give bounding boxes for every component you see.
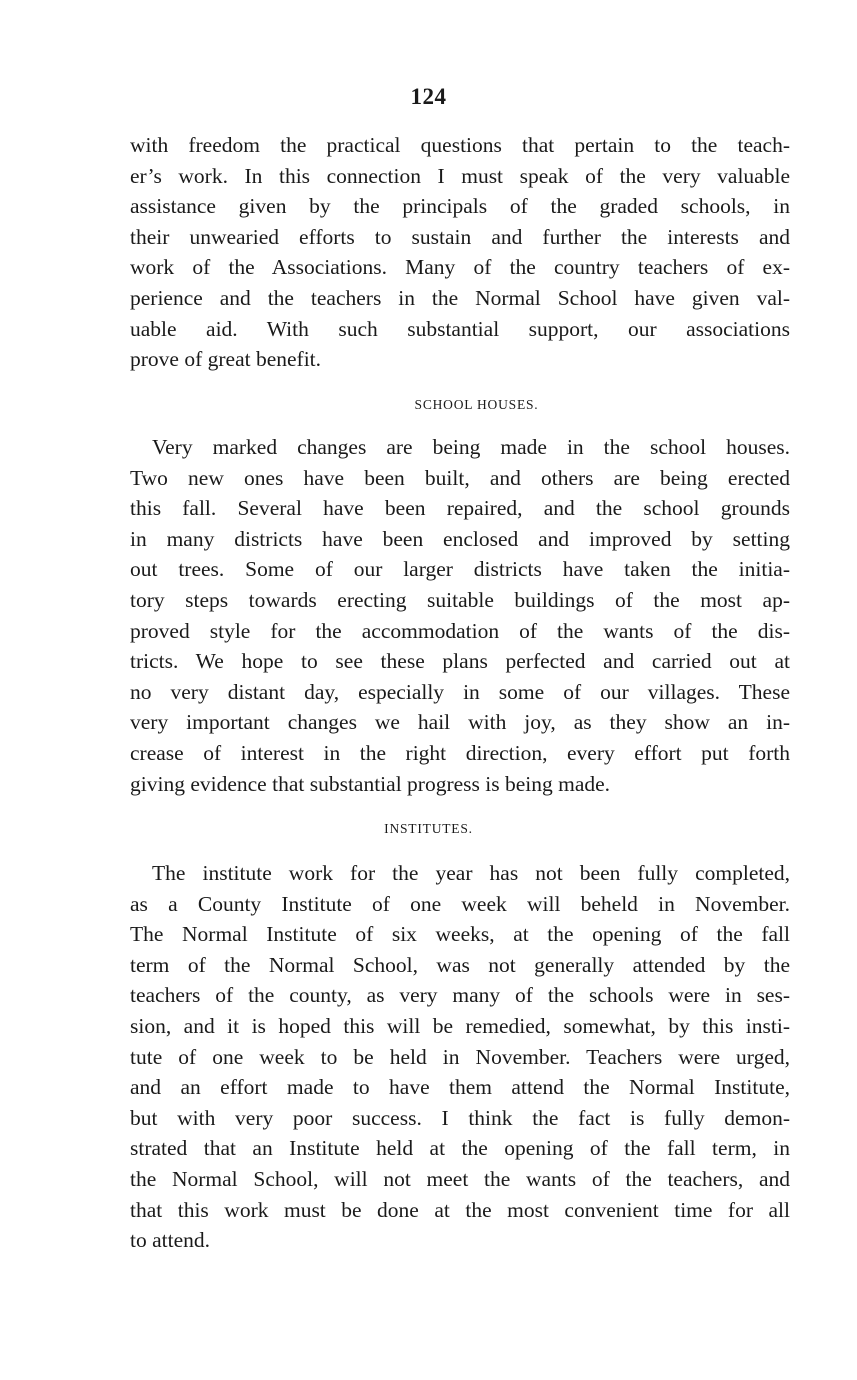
text-line: their unwearied efforts to sustain and further the interests and bbox=[130, 224, 790, 249]
text-line: that this work must be done at the most convenient time for all bbox=[130, 1197, 790, 1222]
text-line: The Normal Institute of six weeks, at the opening of the fall bbox=[130, 922, 790, 947]
text-line: tricts. We hope to see these plans perfected and carried out at bbox=[130, 649, 790, 674]
text-line: but with very poor success. I think the fact is fully demon- bbox=[130, 1105, 790, 1130]
text-line: giving evidence that substantial progress is being made. bbox=[130, 771, 611, 796]
section-heading-institutes: INSTITUTES. bbox=[384, 821, 473, 836]
text-line: uable aid. With such substantial support, our associations bbox=[130, 316, 790, 341]
text-line: work of the Associations. Many of the country teachers of ex- bbox=[130, 255, 790, 280]
text-line: no very distant day, especially in some of our villages. These bbox=[130, 679, 790, 704]
text-line: Very marked changes are being made in the school houses. bbox=[152, 435, 790, 459]
text-line: prove of great benefit. bbox=[130, 347, 322, 372]
text-line: in many districts have been enclosed and improved by setting bbox=[130, 526, 790, 551]
page-number: 124 bbox=[410, 84, 447, 109]
text-line: teachers of the county, as very many of the schools were in ses- bbox=[130, 983, 790, 1008]
text-line: proved style for the accommodation of the wants of the dis- bbox=[130, 618, 790, 643]
paragraph-continued bbox=[130, 130, 790, 375]
text-line: to attend. bbox=[130, 1228, 211, 1253]
text-line: very important changes we hail with joy, as they show an in- bbox=[130, 710, 790, 735]
text-line: tory steps towards erecting suitable buildings of the most ap- bbox=[130, 587, 790, 612]
text-line: strated that an Institute held at the opening of the fall term, in bbox=[130, 1136, 790, 1161]
text-line: er’s work. In this connection I must speak of the very valuable bbox=[130, 163, 790, 188]
text-line: this fall. Several have been repaired, and the school grounds bbox=[130, 496, 790, 521]
text-line: and an effort made to have them attend the Normal Institute, bbox=[130, 1075, 790, 1100]
text-line: term of the Normal School, was not generally attended by the bbox=[130, 952, 790, 977]
text-line: Two new ones have been built, and others are being erected bbox=[130, 465, 790, 490]
text-line: perience and the teachers in the Normal School have given val- bbox=[130, 285, 790, 310]
text-line: crease of interest in the right direction, every effort put forth bbox=[130, 740, 790, 765]
paragraph-school-houses bbox=[130, 432, 790, 799]
text-line: the Normal School, will not meet the wants of the teachers, and bbox=[130, 1166, 790, 1191]
text-line: with freedom the practical questions that pertain to the teach- bbox=[130, 133, 790, 157]
text-line: as a County Institute of one week will beheld in November. bbox=[130, 891, 790, 916]
text-line: tute of one week to be held in November. Teachers were urged, bbox=[130, 1044, 790, 1069]
text-line: assistance given by the principals of the graded schools, in bbox=[130, 194, 790, 219]
text-line: out trees. Some of our larger districts have taken the initia- bbox=[130, 557, 790, 582]
section-heading-school-houses: SCHOOL HOUSES. bbox=[414, 397, 539, 412]
text-line: The institute work for the year has not been fully completed, bbox=[152, 861, 790, 885]
paragraph-institutes bbox=[130, 858, 790, 1256]
text-line: sion, and it is hoped this will be remedied, somewhat, by this insti- bbox=[130, 1013, 790, 1038]
